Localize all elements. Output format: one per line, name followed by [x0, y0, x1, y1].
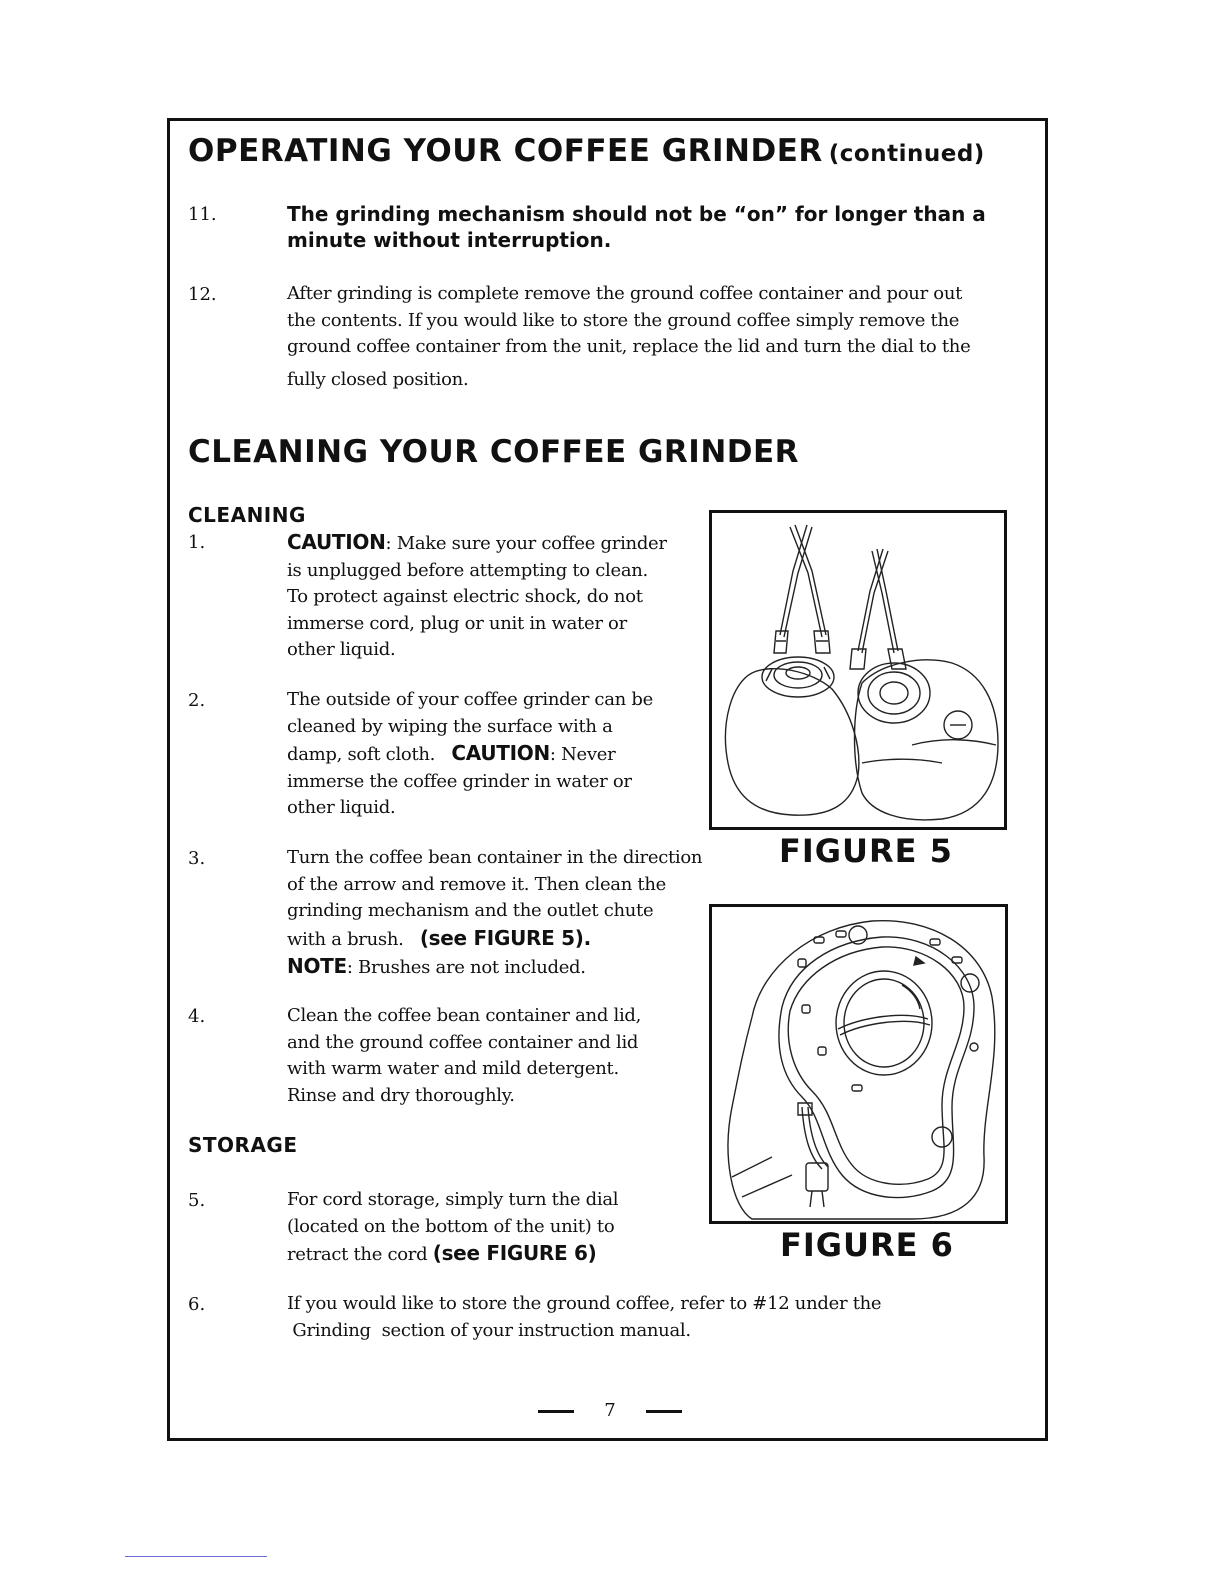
text-line: To protect against electric shock, do not	[287, 586, 643, 607]
grinding-time-warning: The grinding mechanism should not be “on” for longer than a minute without interruption.	[287, 202, 986, 252]
text-line: and the ground coffee container and lid	[287, 1031, 639, 1053]
figure-5-reference: (see FIGURE 5).	[419, 925, 591, 950]
page-number-rule-left	[538, 1410, 574, 1413]
operating-title: OPERATING YOUR COFFEE GRINDER	[188, 133, 823, 169]
page-number: 7	[604, 1400, 616, 1421]
storage-subhead: STORAGE	[188, 1133, 298, 1157]
text-line: other liquid.	[287, 639, 396, 660]
item-number: 3.	[188, 848, 206, 869]
cleaning-subhead: CLEANING	[188, 503, 306, 527]
text-line: The outside of your coffee grinder can be	[287, 689, 653, 710]
caution-label: CAUTION	[287, 530, 386, 554]
item-5-text: For cord storage, simply turn the dial (located on the bottom of the unit) to retract the cord (see FIGURE 6)	[287, 1187, 707, 1269]
operating-heading	[188, 133, 985, 169]
figure-6-box	[709, 904, 1008, 1224]
figure-5-illustration	[712, 513, 1004, 827]
text-line: immerse cord, plug or unit in water or	[287, 612, 627, 634]
figure-6-caption: FIGURE 6	[780, 1226, 954, 1264]
item-number: 6.	[188, 1294, 206, 1315]
item-number: 4.	[188, 1006, 206, 1027]
item-1-text: CAUTION: Make sure your coffee grinder is unplugged before attempting to clean. To protect against electric shock, do not immerse cord, plug or unit in water or other liquid.	[287, 529, 707, 664]
text-line: of the arrow and remove it. Then clean the	[287, 873, 667, 895]
text-line: grinding mechanism and the outlet chute	[287, 900, 654, 921]
text-line: Grinding section of your instruction manual.	[287, 1319, 691, 1341]
text-line: Clean the coffee bean container and lid,	[287, 1005, 642, 1026]
figure-5-box	[709, 510, 1007, 830]
item-number: 12.	[188, 284, 217, 305]
item-number: 5.	[188, 1190, 206, 1211]
item-6-text	[287, 1291, 1027, 1344]
cleaning-title: CLEANING YOUR COFFEE GRINDER	[188, 434, 800, 470]
item-4-text	[287, 1003, 707, 1109]
page-number-rule-right	[646, 1410, 682, 1413]
text-line: If you would like to store the ground coffee, refer to #12 under the	[287, 1293, 882, 1314]
note-label: NOTE	[287, 954, 347, 978]
item-number: 11.	[188, 204, 217, 225]
text-line: ground coffee container from the unit, replace the lid and turn the dial to the	[287, 336, 971, 357]
item-number: 2.	[188, 690, 206, 711]
figure-6-illustration	[712, 907, 1005, 1221]
figure-5-caption: FIGURE 5	[779, 832, 953, 870]
cleaning-heading	[188, 434, 799, 470]
text-line: other liquid.	[287, 797, 396, 818]
text-line: For cord storage, simply turn the dial	[287, 1189, 619, 1210]
operating-title-suffix: (continued)	[828, 141, 985, 167]
item-number: 1.	[188, 532, 206, 553]
text-line: with warm water and mild detergent.	[287, 1058, 619, 1079]
footnote-rule	[125, 1556, 267, 1557]
item-3-text: Turn the coffee bean container in the direction of the arrow and remove it. Then clean the grinding mechanism and the outlet chute with a brush. (see FIGURE 5). NOTE: Brushes are not included.	[287, 845, 747, 982]
text-line: (located on the bottom of the unit) to	[287, 1215, 615, 1237]
text-line: Rinse and dry thoroughly.	[287, 1084, 515, 1106]
text-line: fully closed position.	[287, 368, 469, 390]
figure-6-reference: (see FIGURE 6)	[432, 1241, 597, 1265]
text-line: After grinding is complete remove the ground coffee container and pour out	[287, 283, 963, 304]
item-2-text: The outside of your coffee grinder can be cleaned by wiping the surface with a damp, soft cloth. CAUTION: Never immerse the coffee grinder in water or other liquid.	[287, 687, 707, 822]
caution-label: CAUTION	[451, 741, 550, 765]
text-line: the contents. If you would like to store the ground coffee simply remove the	[287, 309, 960, 331]
item-12-text	[287, 281, 1027, 393]
text-line: is unplugged before attempting to clean.	[287, 559, 648, 581]
text-line: cleaned by wiping the surface with a	[287, 715, 613, 737]
text-line: Turn the coffee bean container in the direction	[287, 847, 703, 868]
text-line: immerse the coffee grinder in water or	[287, 770, 632, 792]
